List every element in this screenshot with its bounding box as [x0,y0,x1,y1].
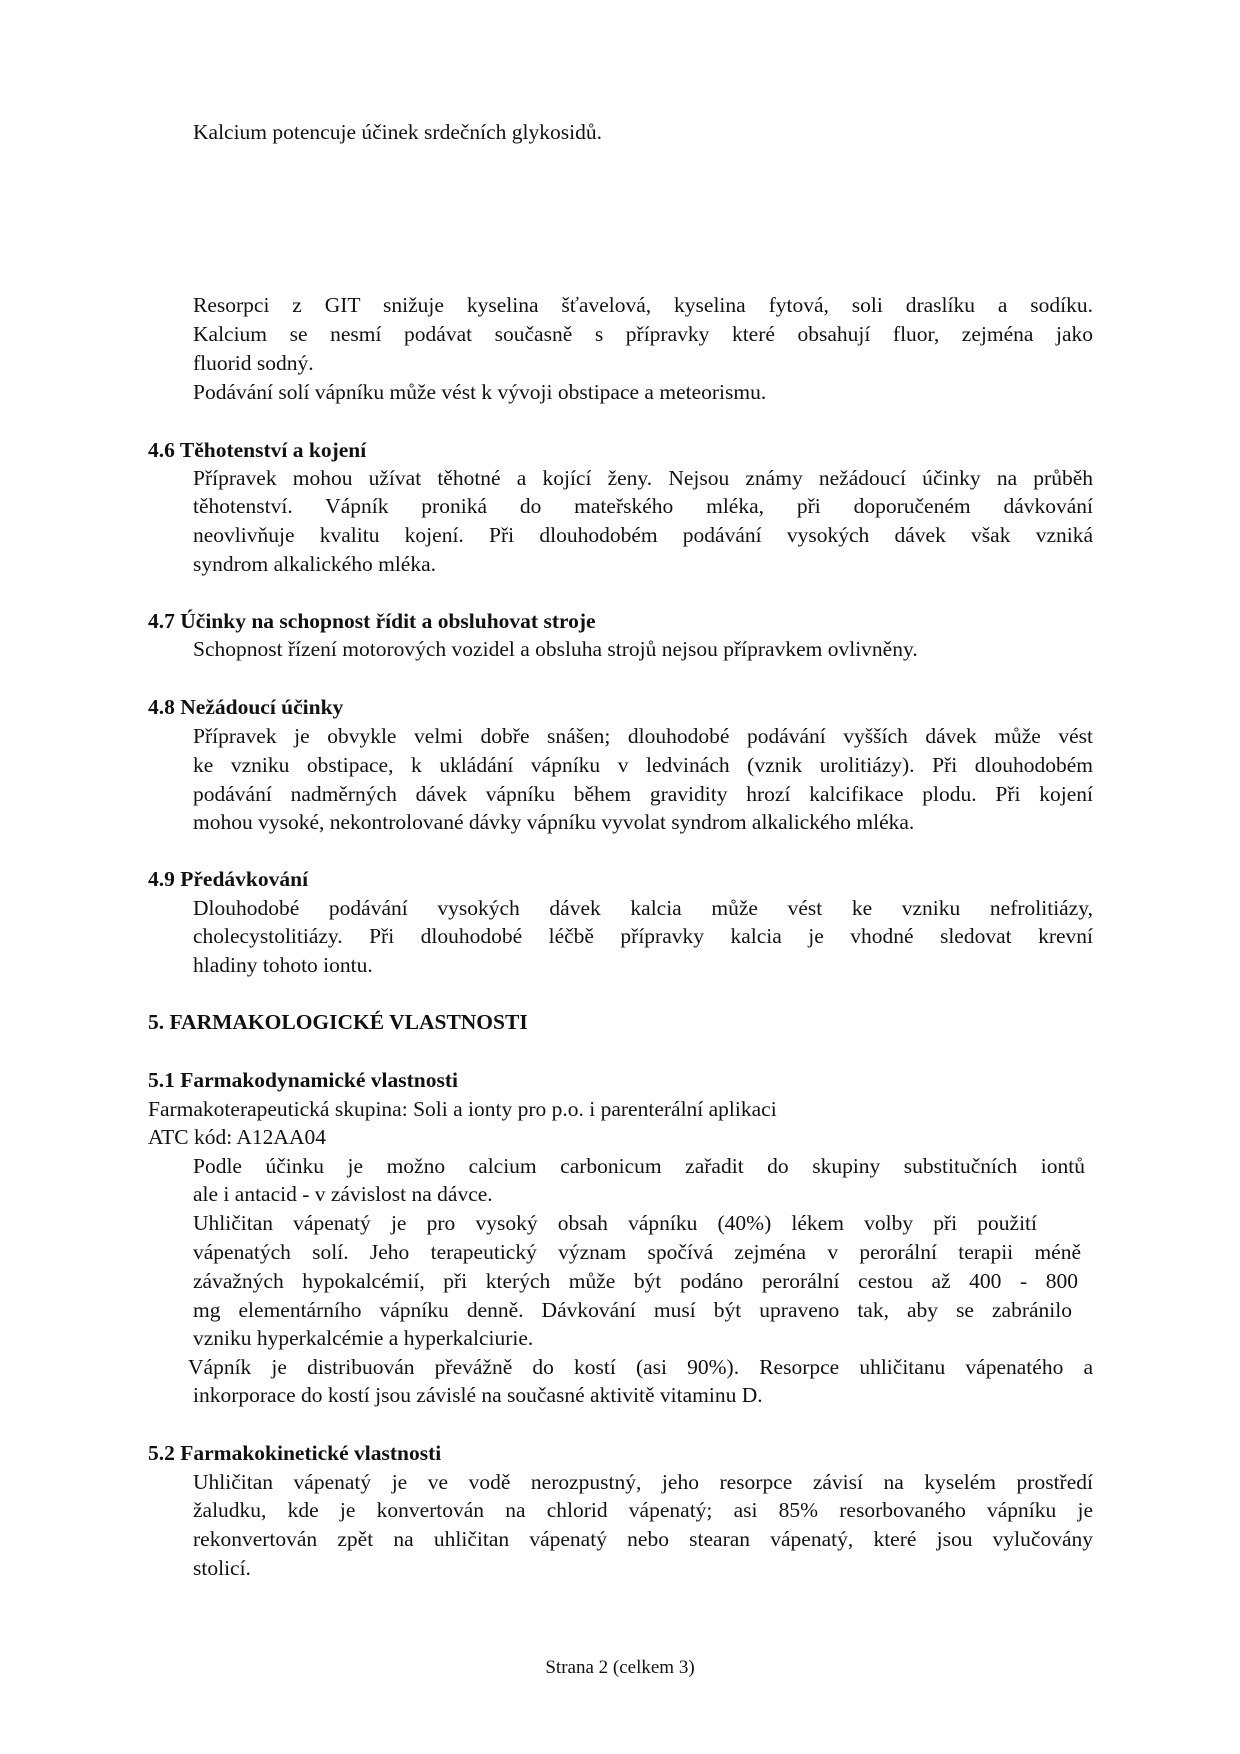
paragraph-line: rekonvertován zpět na uhličitan vápenatý nebo stearan vápenatý, které jsou vylučovány [193,1527,1093,1551]
paragraph-line: Schopnost řízení motorových vozidel a obsluha strojů nejsou přípravkem ovlivněny. [193,637,918,661]
paragraph-line: hladiny tohoto iontu. [193,953,373,977]
pharmacotherapeutic-group: Farmakoterapeutická skupina: Soli a ionty pro p.o. i parenterální aplikaci [148,1097,777,1121]
section-heading-5-2: 5.2 Farmakokinetické vlastnosti [148,1441,442,1465]
paragraph-line: Kalcium potencuje účinek srdečních glykosidů. [193,120,602,144]
paragraph-line: ke vzniku obstipace, k ukládání vápníku v ledvinách (vznik urolitiázy). Při dlouhodobém [193,753,1093,777]
paragraph-line: Přípravek mohou užívat těhotné a kojící ženy. Nejsou známy nežádoucí účinky na průběh [193,466,1093,490]
paragraph-line: stolicí. [193,1556,251,1580]
section-heading-4-6: 4.6 Těhotenství a kojení [148,438,367,462]
section-heading-4-7: 4.7 Účinky na schopnost řídit a obsluhovat stroje [148,609,596,633]
paragraph-line: fluorid sodný. [193,351,314,375]
section-heading-4-8: 4.8 Nežádoucí účinky [148,695,344,719]
paragraph-line: žaludku, kde je konvertován na chlorid vápenatý; asi 85% resorbovaného vápníku je [193,1498,1093,1522]
atc-code: ATC kód: A12AA04 [148,1125,326,1149]
section-heading-5: 5. FARMAKOLOGICKÉ VLASTNOSTI [148,1010,528,1034]
paragraph-line: inkorporace do kostí jsou závislé na současné aktivitě vitaminu D. [193,1383,763,1407]
paragraph-line: mohou vysoké, nekontrolované dávky vápníku vyvolat syndrom alkalického mléka. [193,810,915,834]
paragraph-line: vápenatých solí. Jeho terapeutický význam spočívá zejména v perorální terapii méně [193,1240,1081,1264]
paragraph-line: podávání nadměrných dávek vápníku během gravidity hrozí kalcifikace plodu. Při kojení [193,782,1093,806]
paragraph-line: Uhličitan vápenatý je ve vodě nerozpustný, jeho resorpce závisí na kyselém prostředí [193,1470,1093,1494]
paragraph-line: Přípravek je obvykle velmi dobře snášen; dlouhodobé podávání vyšších dávek může vést [193,724,1093,748]
paragraph-line: závažných hypokalcémií, při kterých může být podáno perorální cestou až 400 - 800 [193,1269,1078,1293]
paragraph-line: Podávání solí vápníku může vést k vývoji obstipace a meteorismu. [193,380,767,404]
paragraph-line: těhotenství. Vápník proniká do mateřského mléka, při doporučeném dávkování [193,494,1093,518]
paragraph-line: cholecystolitiázy. Při dlouhodobé léčbě přípravky kalcia je vhodné sledovat krevní [193,924,1093,948]
section-heading-5-1: 5.1 Farmakodynamické vlastnosti [148,1068,458,1092]
paragraph-line: Resorpci z GIT snižuje kyselina šťavelová, kyselina fytová, soli draslíku a sodíku. [193,293,1093,317]
paragraph-line: neovlivňuje kvalitu kojení. Při dlouhodobém podávání vysokých dávek však vzniká [193,523,1093,547]
paragraph-line: Podle účinku je možno calcium carbonicum zařadit do skupiny substitučních iontů [193,1154,1085,1178]
paragraph-line: ale i antacid - v závislost na dávce. [193,1182,493,1206]
paragraph-line: Uhličitan vápenatý je pro vysoký obsah vápníku (40%) lékem volby při použití [193,1211,1037,1235]
paragraph-line: Vápník je distribuován převážně do kostí (asi 90%). Resorpce uhličitanu vápenatého a [188,1355,1093,1379]
section-heading-4-9: 4.9 Předávkování [148,867,309,891]
paragraph-line: Kalcium se nesmí podávat současně s přípravky které obsahují fluor, zejména jako [193,322,1093,346]
page-number-footer: Strana 2 (celkem 3) [545,1657,695,1678]
paragraph-line: mg elementárního vápníku denně. Dávkování musí být upraveno tak, aby se zabránilo [193,1298,1072,1322]
paragraph-line: vzniku hyperkalcémie a hyperkalciurie. [193,1326,534,1350]
paragraph-line: Dlouhodobé podávání vysokých dávek kalcia může vést ke vzniku nefrolitiázy, [193,896,1093,920]
paragraph-line: syndrom alkalického mléka. [193,552,436,576]
